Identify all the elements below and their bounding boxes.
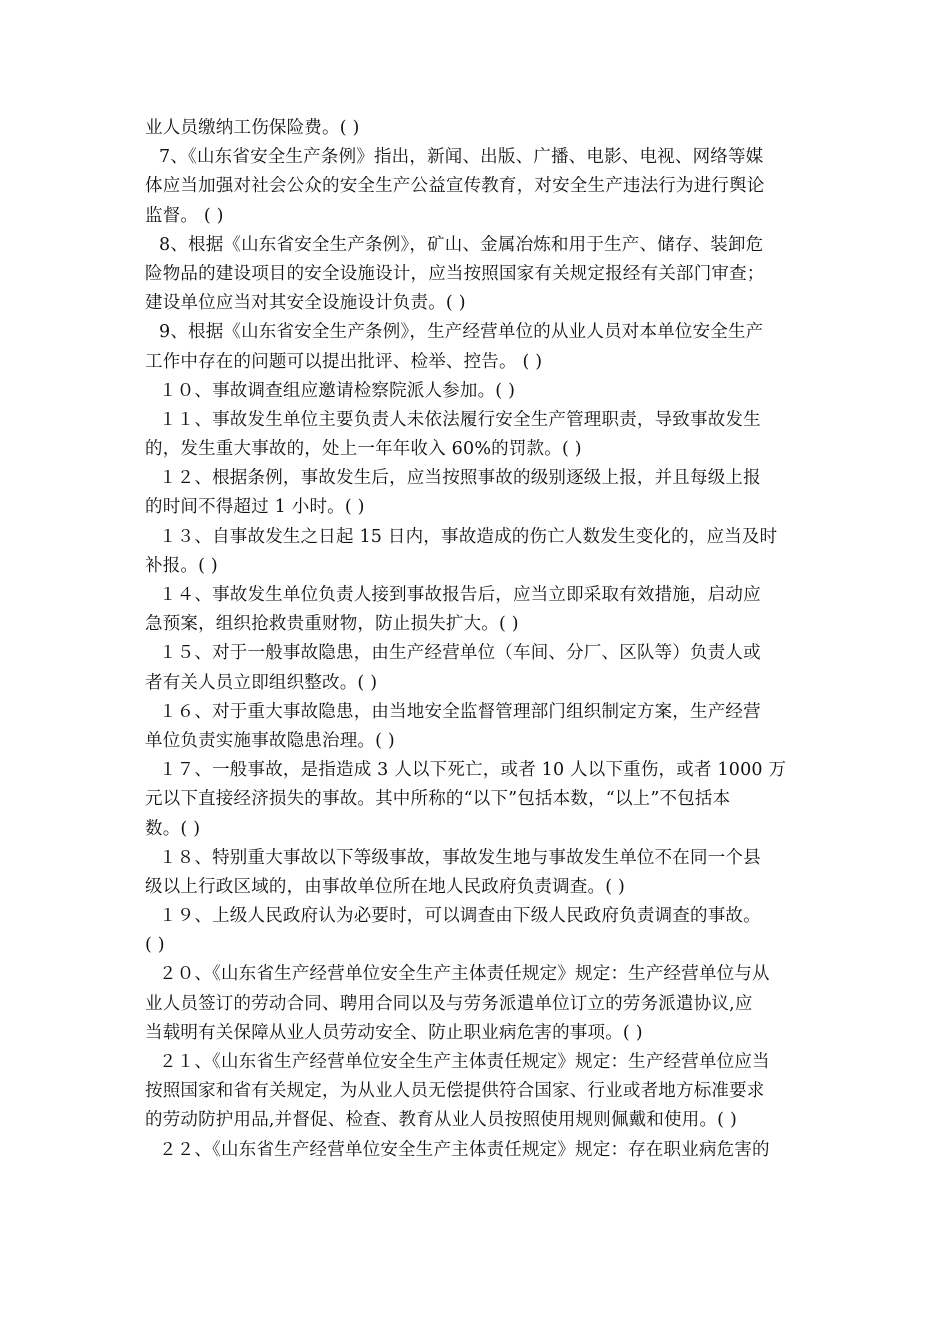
text-line: １９、上级人民政府认为必要时，可以调查由下级人民政府负责调查的事故。 bbox=[159, 906, 761, 927]
document-page bbox=[145, 114, 813, 1165]
text-line: 的，发生重大事故的，处上一年年收入 60%的罚款。( ) bbox=[145, 439, 582, 460]
text-line: 7、《山东省安全生产条例》指出，新闻、出版、广播、电影、电视、网络等媒 bbox=[159, 147, 764, 168]
text-line: 业人员签订的劳动合同、聘用合同以及与劳务派遣单位订立的劳务派遣协议,应 bbox=[145, 993, 753, 1014]
text-line: １１、事故发生单位主要负责人未依法履行安全生产管理职责，导致事故发生 bbox=[159, 409, 761, 430]
text-line: １０、事故调查组应邀请检察院派人参加。( ) bbox=[159, 380, 516, 401]
text-line: ２０、《山东省生产经营单位安全生产主体责任规定》规定：生产经营单位与从 bbox=[159, 964, 770, 985]
text-line: 业人员缴纳工伤保险费。( ) bbox=[145, 118, 360, 138]
text-line: 建设单位应当对其安全设施设计负责。( ) bbox=[145, 293, 466, 314]
text-line: 补报。( ) bbox=[145, 555, 218, 576]
text-line: 险物品的建设项目的安全设施设计，应当按照国家有关规定报经有关部门审查； bbox=[145, 263, 765, 284]
text-line: １５、对于一般事故隐患，由生产经营单位（车间、分厂、区队等）负责人或 bbox=[159, 643, 761, 664]
text-line: １７、一般事故，是指造成 3 人以下死亡，或者 10 人以下重伤，或者 1000 万 bbox=[159, 760, 787, 781]
text-line: 的时间不得超过 1 小时。( ) bbox=[145, 497, 365, 518]
text-line: １８、特别重大事故以下等级事故，事故发生地与事故发生单位不在同一个县 bbox=[159, 847, 761, 868]
text-line: 的劳动防护用品,并督促、检查、教育从业人员按照使用规则佩戴和使用。( ) bbox=[145, 1110, 737, 1131]
text-line: 级以上行政区域的，由事故单位所在地人民政府负责调查。( ) bbox=[145, 876, 626, 897]
text-line: 数。( ) bbox=[145, 818, 201, 839]
text-line: １２、根据条例，事故发生后，应当按照事故的级别逐级上报，并且每级上报 bbox=[159, 468, 761, 489]
text-line: １３、自事故发生之日起 15 日内，事故造成的伤亡人数发生变化的，应当及时 bbox=[159, 526, 778, 547]
text-line: 体应当加强对社会公众的安全生产公益宣传教育，对安全生产违法行为进行舆论 bbox=[145, 176, 765, 197]
text-line: 者有关人员立即组织整改。( ) bbox=[145, 672, 378, 693]
text-line: 监督。 ( ) bbox=[145, 205, 224, 226]
text-line: 工作中存在的问题可以提出批评、检举、控告。 ( ) bbox=[145, 351, 543, 372]
text-line: 元以下直接经济损失的事故。其中所称的“以下”包括本数，“以上”不包括本 bbox=[145, 789, 731, 810]
text-line: 按照国家和省有关规定，为从业人员无偿提供符合国家、行业或者地方标准要求 bbox=[145, 1081, 765, 1102]
text-line: １６、对于重大事故隐患，由当地安全监督管理部门组织制定方案，生产经营 bbox=[159, 701, 761, 722]
text-line: １４、事故发生单位负责人接到事故报告后，应当立即采取有效措施，启动应 bbox=[159, 585, 761, 605]
text-line: 单位负责实施事故隐患治理。( ) bbox=[145, 730, 395, 751]
text-line: 8、根据《山东省安全生产条例》，矿山、金属冶炼和用于生产、储存、装卸危 bbox=[159, 234, 764, 255]
text-line: 当载明有关保障从业人员劳动安全、防止职业病危害的事项。( ) bbox=[145, 1022, 643, 1043]
text-line: 9、根据《山东省安全生产条例》，生产经营单位的从业人员对本单位安全生产 bbox=[159, 322, 764, 343]
text-line: ２２、《山东省生产经营单位安全生产主体责任规定》规定：存在职业病危害的 bbox=[159, 1139, 770, 1160]
text-line: ２１、《山东省生产经营单位安全生产主体责任规定》规定：生产经营单位应当 bbox=[159, 1052, 770, 1072]
text-line: ( ) bbox=[145, 935, 165, 956]
text-line: 急预案，组织抢救贵重财物，防止损失扩大。( ) bbox=[145, 614, 519, 635]
